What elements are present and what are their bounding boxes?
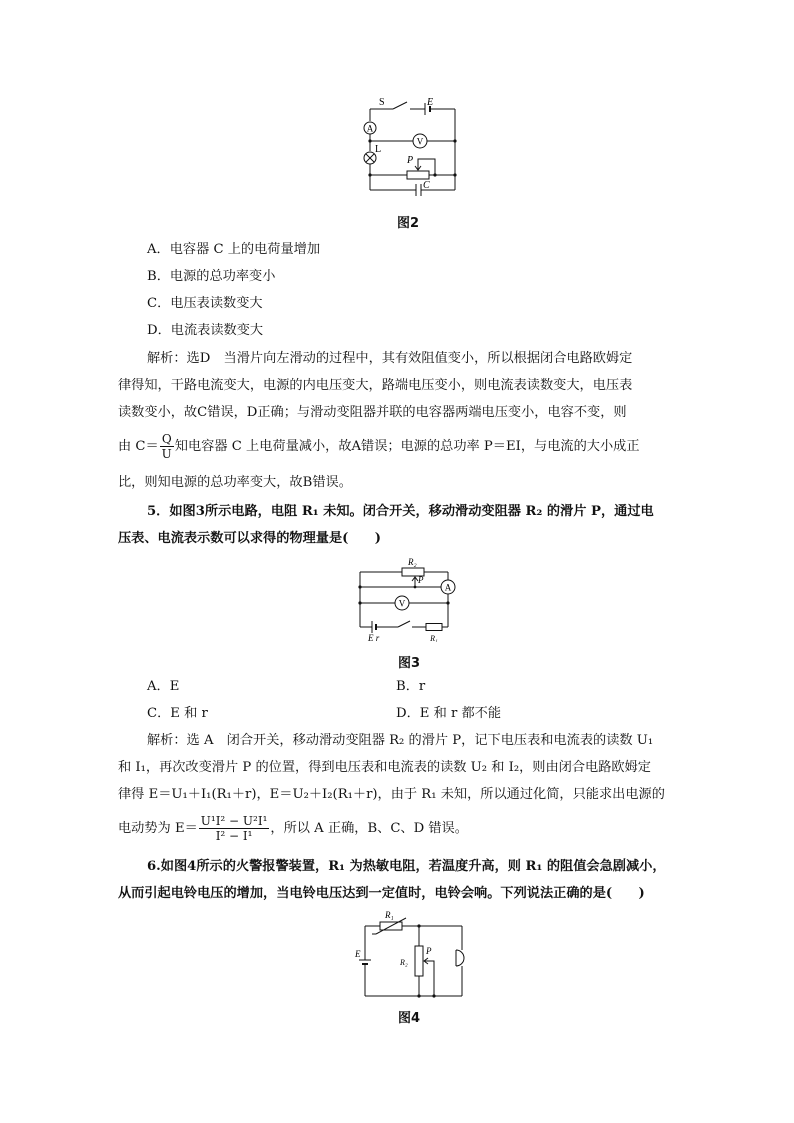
q5-option-c: C．E 和 r bbox=[147, 706, 208, 721]
fig3-label-r2: R₂ bbox=[408, 557, 417, 567]
figure-4-circuit bbox=[352, 908, 477, 1003]
figure-2-circuit bbox=[355, 93, 465, 203]
fig2-label-p: P bbox=[407, 155, 414, 166]
figure-3-circuit bbox=[350, 552, 465, 642]
fig2-label-e: E bbox=[427, 97, 434, 108]
q4-analysis-line-4-pre: 由 C＝ bbox=[118, 439, 159, 454]
figure-2-caption: 图2 bbox=[397, 216, 420, 231]
q4-fraction-denominator: U bbox=[161, 447, 172, 461]
fig3-label-r1: R₁ bbox=[430, 634, 438, 642]
q4-analysis-line-4-post: 知电容器 C 上电荷量减小，故A错误；电源的总功率 P＝EI，与电流的大小成正 bbox=[174, 439, 640, 454]
q5-fraction bbox=[199, 814, 270, 843]
q4-fraction bbox=[160, 432, 174, 461]
fig4-label-r2: R₂ bbox=[400, 958, 408, 967]
fig2-label-l: L bbox=[375, 144, 382, 155]
q5-option-a: A．E bbox=[147, 679, 180, 694]
fig3-label-er: E r bbox=[368, 633, 380, 642]
fig2-voltmeter-label: V bbox=[416, 136, 424, 147]
q4-option-b: B．电源的总功率变小 bbox=[147, 269, 276, 284]
q5-fraction-numerator: U¹I² − U²I¹ bbox=[200, 814, 268, 828]
fig2-label-s: S bbox=[379, 97, 385, 108]
q4-analysis-line-4 bbox=[118, 432, 640, 461]
q4-analysis-line-3: 读数变小，故C错误，D正确；与滑动变阻器并联的电容器两端电压变小，电容不变，则 bbox=[118, 405, 627, 420]
q4-option-d: D．电流表读数变大 bbox=[147, 323, 264, 338]
q5-stem-line-2: 压表、电流表示数可以求得的物理量是( ) bbox=[118, 531, 382, 546]
q6-stem-line-1: 6.如图4所示的火警报警装置，R₁ 为热敏电阻，若温度升高，则 R₁ 的阻值会急剧减小， bbox=[147, 859, 666, 874]
q5-stem-line-1: 5．如图3所示电路，电阻 R₁ 未知。闭合开关，移动滑动变阻器 R₂ 的滑片 P，通过电 bbox=[147, 504, 654, 519]
figure-3-caption: 图3 bbox=[398, 656, 421, 671]
fig3-voltmeter-label: V bbox=[398, 598, 406, 609]
q5-analysis-line-1: 解析：选 A 闭合开关，移动滑动变阻器 R₂ 的滑片 P，记下电压表和电流表的读数 U₁ bbox=[147, 733, 654, 748]
q5-analysis-line-4-pre: 电动势为 E＝ bbox=[118, 821, 198, 836]
q5-analysis-line-2: 和 I₁，再次改变滑片 P 的位置，得到电压表和电流表的读数 U₂ 和 I₂，则由闭合电路欧姆定 bbox=[118, 760, 651, 775]
fig4-label-e: E bbox=[355, 949, 361, 959]
q5-analysis-line-3: 律得 E＝U₁＋I₁(R₁＋r)，E＝U₂＋I₂(R₁＋r)，由于 R₁ 未知，所以通过化简，只能求出电源的 bbox=[118, 787, 665, 802]
q5-option-b: B．r bbox=[396, 679, 426, 694]
fig2-ammeter-label: A bbox=[366, 123, 374, 134]
q4-analysis-line-5: 比，则知电源的总功率变大，故B错误。 bbox=[118, 475, 352, 490]
q4-analysis-line-1: 解析：选D 当滑片向左滑动的过程中，其有效阻值变小，所以根据闭合电路欧姆定 bbox=[147, 351, 633, 366]
q5-analysis-line-4 bbox=[118, 814, 468, 843]
fig2-label-c: C bbox=[423, 180, 430, 191]
q4-fraction-numerator: Q bbox=[160, 432, 174, 447]
q5-option-d: D．E 和 r 都不能 bbox=[396, 706, 502, 721]
q6-stem-line-2: 从而引起电铃电压的增加，当电铃电压达到一定值时，电铃会响。下列说法正确的是( ) bbox=[118, 886, 645, 901]
q4-option-a: A．电容器 C 上的电荷量增加 bbox=[147, 242, 321, 257]
fig3-label-p: P bbox=[418, 575, 424, 585]
q4-analysis-line-2: 律得知，干路电流变大，电源的内电压变大，路端电压变小，则电流表读数变大，电压表 bbox=[118, 378, 633, 393]
fig4-label-r1: R₁ bbox=[385, 910, 394, 920]
q5-fraction-denominator: I² − I¹ bbox=[215, 829, 253, 843]
fig4-label-p: P bbox=[426, 946, 432, 956]
q4-option-c: C．电压表读数变大 bbox=[147, 296, 263, 311]
q5-analysis-line-4-post: ，所以 A 正确，B、C、D 错误。 bbox=[270, 821, 468, 836]
figure-4-caption: 图4 bbox=[398, 1011, 421, 1026]
fig3-ammeter-label: A bbox=[444, 582, 452, 593]
